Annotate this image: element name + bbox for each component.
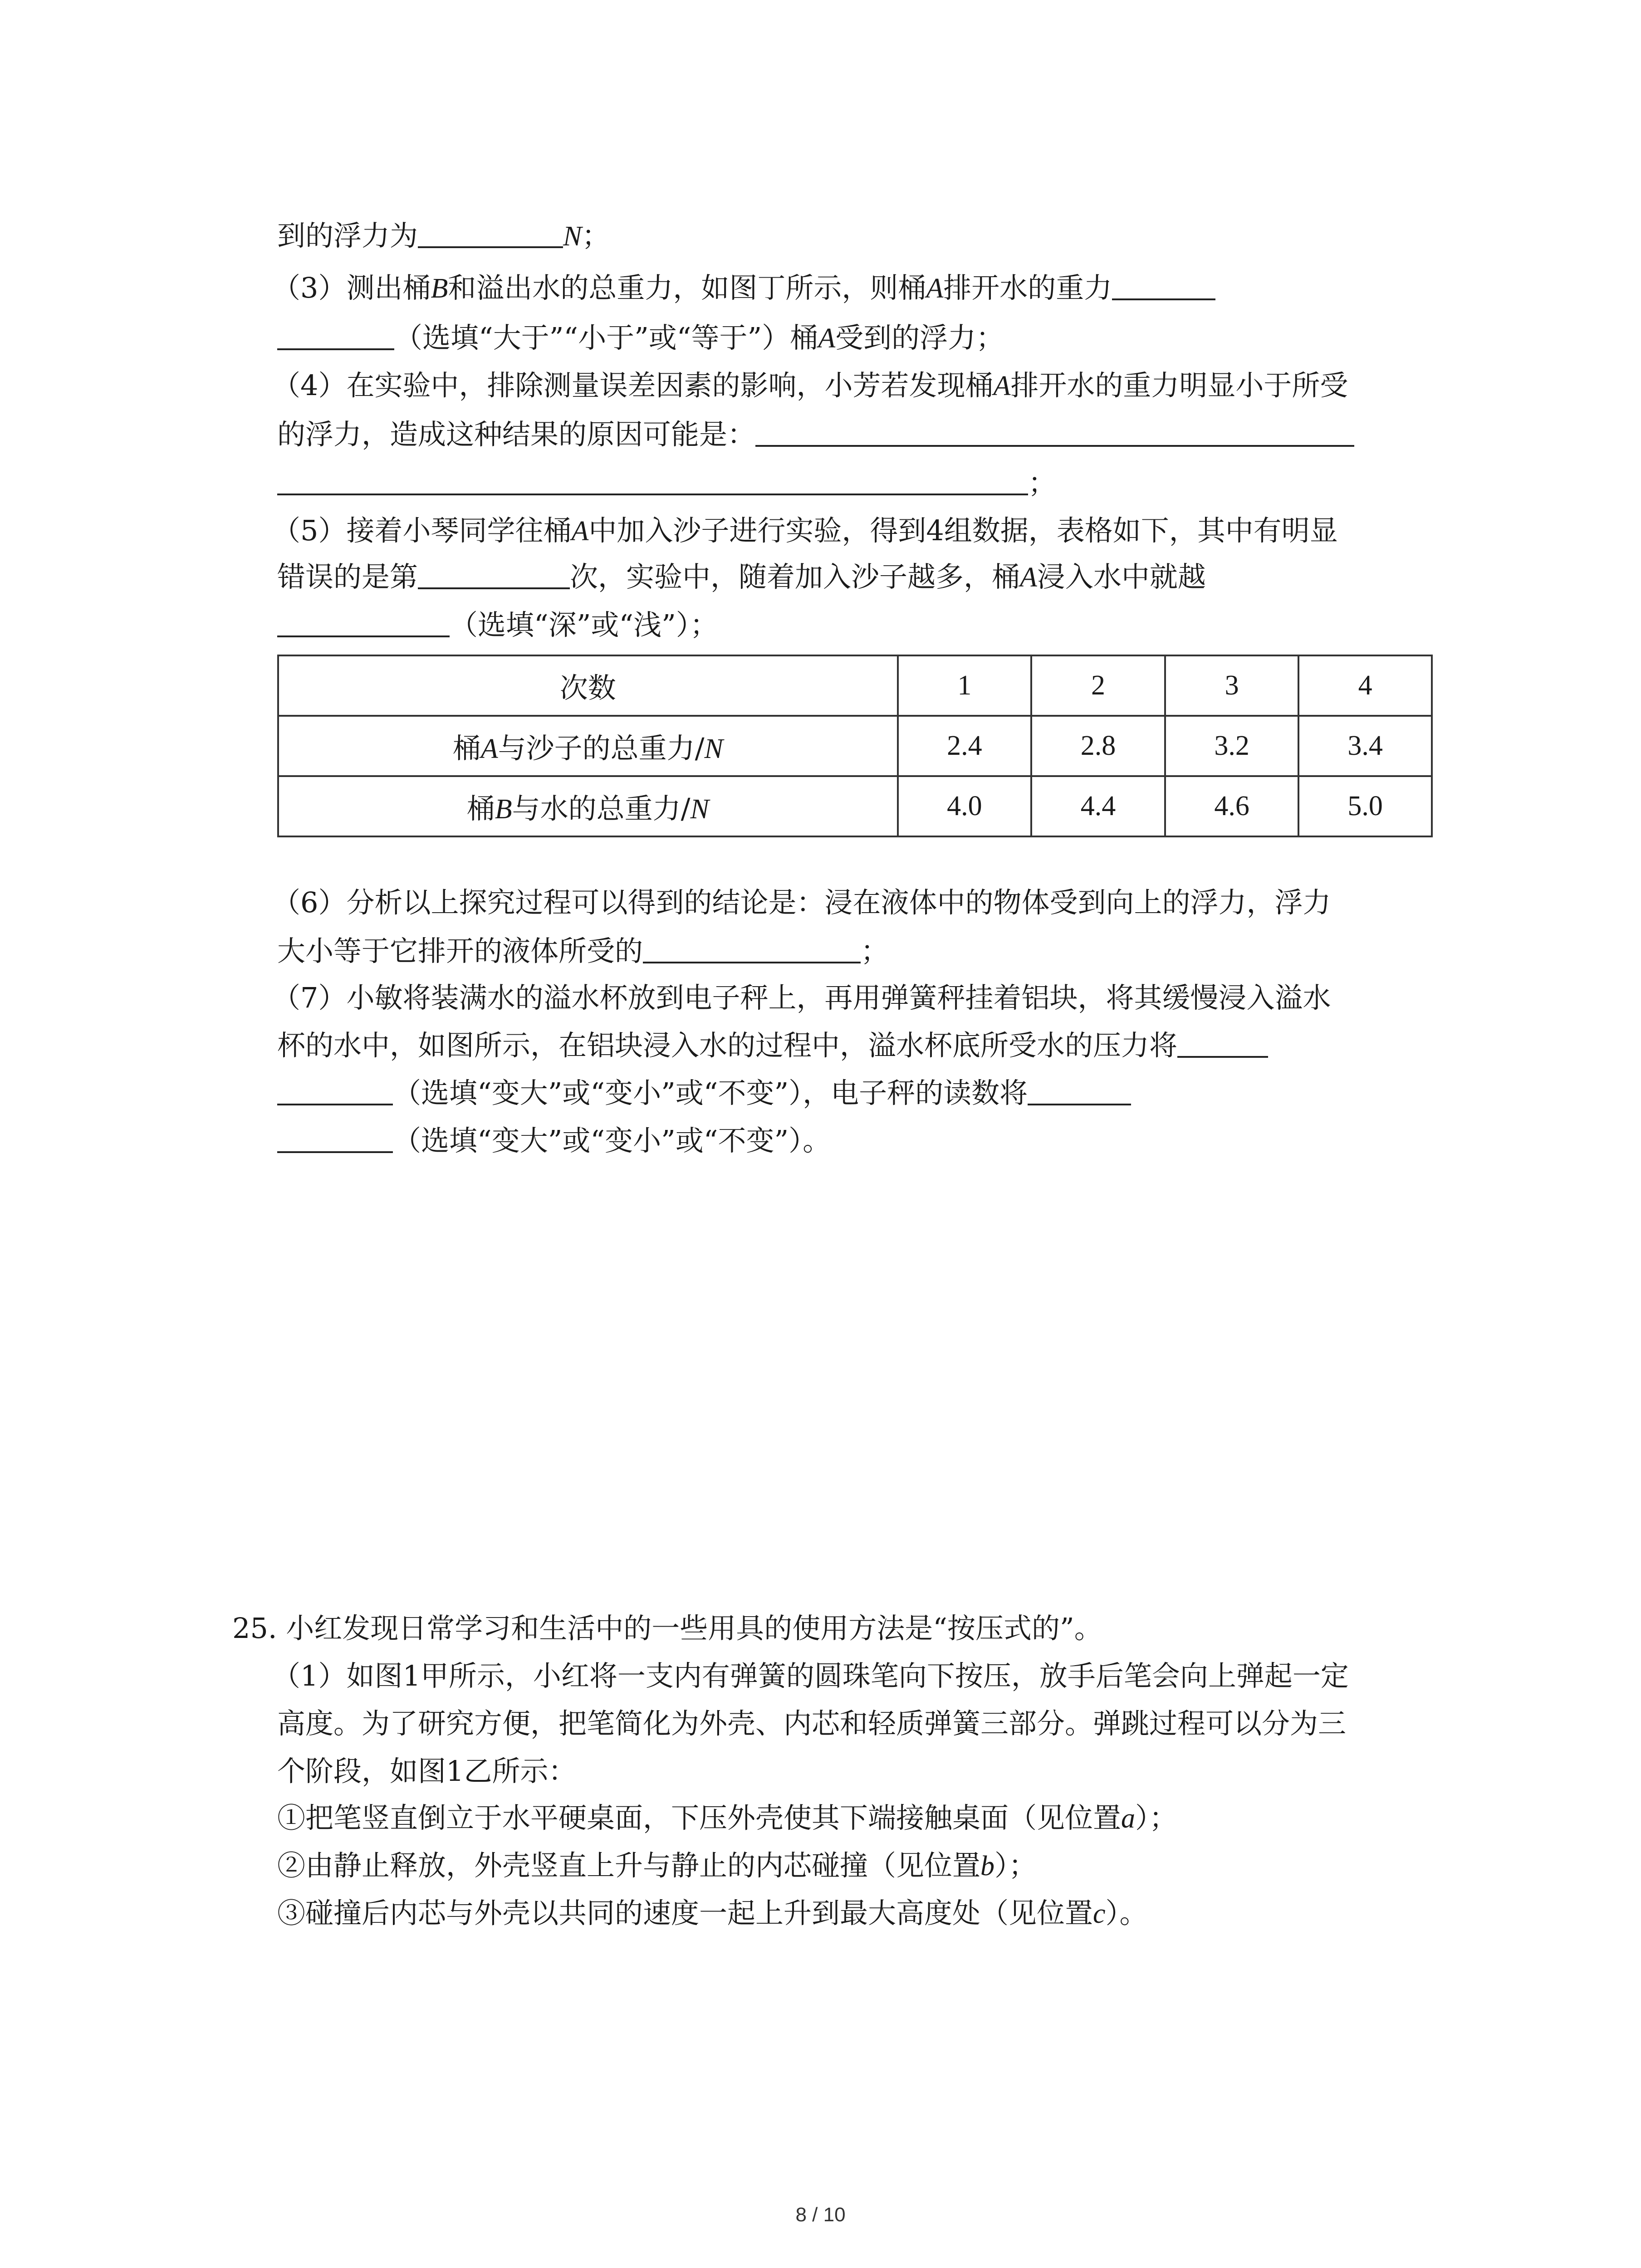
q24-part6-line1: （6）分析以上探究过程可以得到的结论是：浸在液体中的物体受到向上的浮力，浮力 — [272, 886, 1331, 919]
answer-blank[interactable] — [418, 559, 570, 589]
table-cell: 4.4 — [1031, 776, 1165, 836]
q25-stem: 25. 小红发现日常学习和生活中的一些用具的使用方法是“按压式的”。 — [232, 1612, 1102, 1645]
table-header-cell: 4 — [1298, 655, 1432, 716]
table-cell: 4.6 — [1165, 776, 1299, 836]
q24-part7-line4: （选填“变大”或“变小”或“不变”）。 — [277, 1123, 831, 1159]
answer-blank[interactable] — [1028, 1075, 1131, 1105]
page-number: 8 / 10 — [795, 2204, 846, 2226]
q24-part5-line1: （5）接着小琴同学往桶A中加入沙子进行实验，得到4组数据，表格如下，其中有明显 — [272, 514, 1338, 547]
q24-part3-line2: （选填“大于”“小于”或“等于”）桶A受到的浮力； — [277, 320, 1004, 357]
q24-part4-line1: （4）在实验中，排除测量误差因素的影响，小芳若发现桶A排开水的重力明显小于所受 — [272, 369, 1348, 402]
q24-part7-line3: （选填“变大”或“变小”或“不变”），电子秤的读数将 — [277, 1075, 1131, 1111]
answer-blank[interactable] — [1112, 270, 1215, 300]
answer-blank[interactable] — [277, 607, 450, 637]
table-row — [278, 776, 1432, 836]
q24-part4-line3: ； — [277, 465, 1056, 501]
answer-blank[interactable] — [277, 320, 394, 350]
table-cell: 2.8 — [1031, 716, 1165, 776]
table-cell: 3.2 — [1165, 716, 1299, 776]
answer-blank[interactable] — [1177, 1028, 1268, 1058]
table-cell: 3.4 — [1298, 716, 1432, 776]
q24-line-buoyancy: 到的浮力为 N； — [277, 219, 610, 252]
answer-blank[interactable] — [277, 465, 1028, 495]
answer-blank[interactable] — [755, 417, 1354, 447]
table-cell: 5.0 — [1298, 776, 1432, 836]
q24-part5-line2: 错误的是第 次，实验中，随着加入沙子越多，桶A浸入水中就越 — [277, 560, 1206, 593]
answer-blank[interactable] — [277, 1123, 393, 1153]
table-row-label: 桶B与水的总重力/N — [278, 776, 898, 836]
q25-step1: ①把笔竖直倒立于水平硬桌面，下压外壳使其下端接触桌面（见位置a）； — [277, 1801, 1178, 1834]
q24-part6-line2: 大小等于它排开的液体所受的 ； — [277, 934, 889, 968]
answer-blank[interactable] — [643, 934, 861, 963]
q24-part3-line1: （3）测出桶B和溢出水的总重力，如图丁所示，则桶A排开水的重力 — [272, 270, 1215, 307]
table-row — [278, 716, 1432, 776]
q24-part4-line2: 的浮力，造成这种结果的原因可能是： — [277, 416, 1354, 453]
table-header-cell: 3 — [1165, 655, 1299, 716]
table-row-label: 桶A与沙子的总重力/N — [278, 716, 898, 776]
q25-step3: ③碰撞后内芯与外壳以共同的速度一起上升到最大高度处（见位置c）。 — [277, 1897, 1148, 1930]
table-cell: 4.0 — [898, 776, 1032, 836]
q25-part1-line1: （1）如图1甲所示，小红将一支内有弹簧的圆珠笔向下按压，放手后笔会向上弹起一定 — [272, 1659, 1349, 1692]
table-header-cell: 1 — [898, 655, 1032, 716]
data-table — [277, 655, 1433, 837]
answer-blank[interactable] — [418, 218, 563, 248]
q25-part1-line3: 个阶段，如图1乙所示： — [277, 1755, 577, 1788]
table-row — [278, 655, 1432, 716]
table-header-cell: 2 — [1031, 655, 1165, 716]
answer-blank[interactable] — [277, 1075, 393, 1105]
q24-part5-line3: （选填“深”或“浅”）； — [277, 607, 718, 643]
q24-part7-line2: 杯的水中，如图所示，在铝块浸入水的过程中，溢水杯底所受水的压力将 — [277, 1027, 1268, 1064]
table-header-label: 次数 — [278, 655, 898, 716]
table-cell: 2.4 — [898, 716, 1032, 776]
q25-part1-line2: 高度。为了研究方便，把笔简化为外壳、内芯和轻质弹簧三部分。弹跳过程可以分为三 — [277, 1707, 1347, 1740]
q24-part7-line1: （7）小敏将装满水的溢水杯放到电子秤上，再用弹簧秤挂着铝块，将其缓慢浸入溢水 — [272, 981, 1331, 1014]
q25-step2: ②由静止释放，外壳竖直上升与静止的内芯碰撞（见位置b）； — [277, 1849, 1037, 1882]
